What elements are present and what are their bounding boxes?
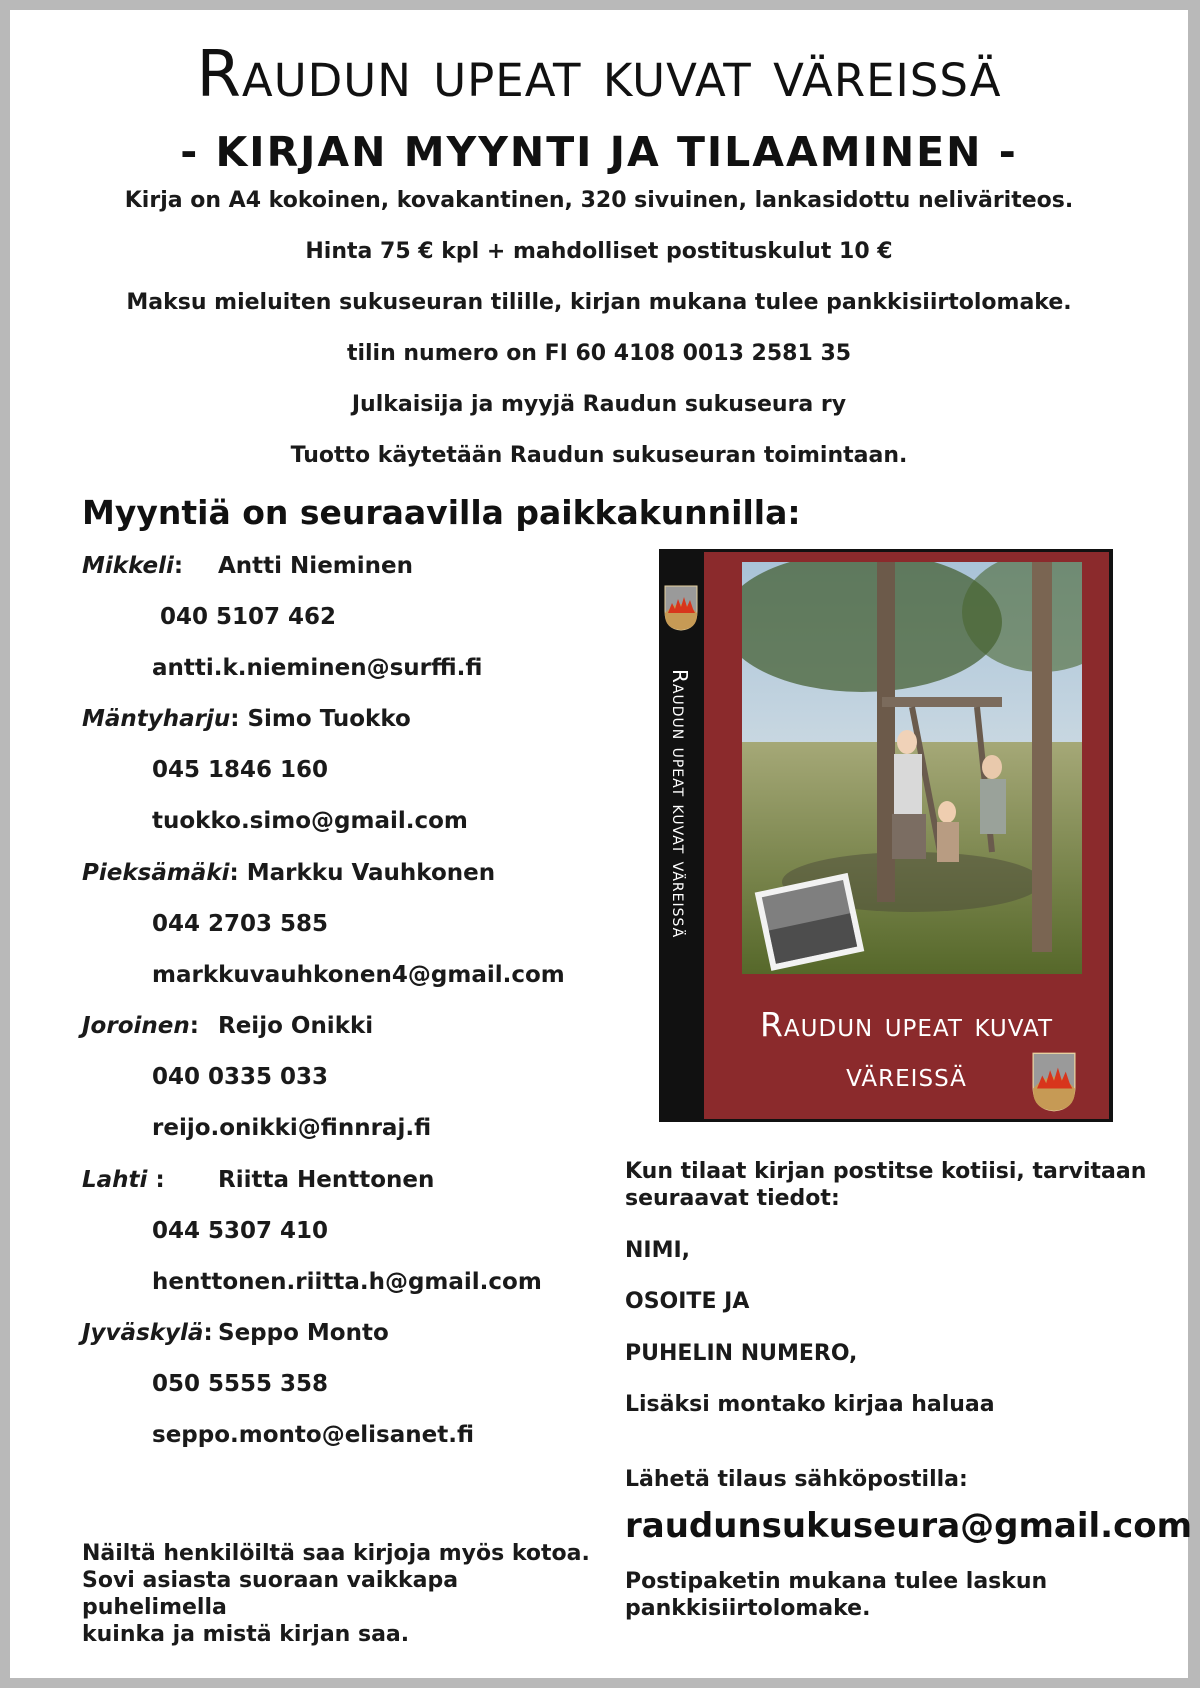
spine-title-text: Raudun upeat kuvat väreissä [668, 669, 692, 939]
order-field-address: OSOITE JA [625, 1289, 750, 1314]
cover-title-line: väreissä [846, 1055, 967, 1094]
seller-header [82, 860, 495, 886]
coat-of-arms-icon [664, 585, 698, 631]
order-field-phone: PUHELIN NUMERO, [625, 1341, 858, 1366]
note-line: kuinka ja mistä kirjan saa. [82, 1622, 410, 1647]
poster-subtitle: - KIRJAN MYYNTI JA TILAAMINEN - [180, 128, 1018, 176]
seller-sep: : [203, 1320, 213, 1346]
seller-phone: 044 2703 585 [152, 911, 329, 937]
seller-name: Markku Vauhkonen [246, 860, 496, 886]
order-intro [625, 1158, 1146, 1212]
seller-sep: : [173, 553, 184, 579]
seller-header [82, 553, 413, 579]
seller-sep: : [229, 860, 239, 886]
seller-city: Joroinen [82, 1013, 190, 1039]
seller-name: Simo Tuokko [247, 706, 411, 732]
seller-name: Seppo Monto [218, 1320, 389, 1346]
cover-photo [742, 562, 1082, 974]
seller-header [82, 1013, 374, 1039]
seller-name: Antti Nieminen [218, 553, 413, 579]
order-intro-line: seuraavat tiedot: [625, 1186, 840, 1211]
sales-heading: Myyntiä on seuraavilla paikkakunnilla: [82, 493, 801, 532]
seller-header [82, 1320, 389, 1346]
note-line: Näiltä henkilöiltä saa kirjoja myös kotoa. [82, 1541, 590, 1566]
seller-city: Pieksämäki [82, 860, 230, 886]
seller-phone: 040 5107 462 [160, 604, 337, 630]
order-extra: Lisäksi montako kirjaa haluaa [625, 1392, 995, 1417]
info-proceeds: Tuotto käytetään Raudun sukuseuran toimintaan. [290, 443, 908, 468]
seller-email[interactable]: seppo.monto@elisanet.fi [152, 1422, 475, 1448]
info-account: tilin numero on FI 60 4108 0013 2581 35 [346, 341, 852, 366]
seller-phone: 044 5307 410 [152, 1218, 329, 1244]
seller-email[interactable]: henttonen.riitta.h@gmail.com [152, 1269, 542, 1295]
seller-name: Reijo Onikki [218, 1013, 374, 1039]
book-spine [659, 549, 701, 1122]
order-footer-line: pankkisiirtolomake. [625, 1596, 871, 1621]
seller-city: Mikkeli [82, 553, 174, 579]
book-front [704, 552, 1109, 1119]
info-payment: Maksu mieluiten sukuseuran tilille, kirjan mukana tulee pankkisiirtolomake. [126, 290, 1072, 315]
order-field-name: NIMI, [625, 1238, 691, 1263]
seller-phone: 040 0335 033 [152, 1064, 329, 1090]
order-email-link[interactable]: raudunsukuseura@gmail.com [625, 1506, 1193, 1546]
seller-city: Lahti [82, 1167, 148, 1193]
seller-phone: 045 1846 160 [152, 757, 329, 783]
order-footer-line: Postipaketin mukana tulee laskun [625, 1569, 1048, 1594]
info-format: Kirja on A4 kokoinen, kovakantinen, 320 sivuinen, lankasidottu neliväriteos. [124, 188, 1074, 213]
coat-of-arms-icon [1029, 1052, 1079, 1112]
seller-city: Mäntyharju [82, 706, 231, 732]
poster-title: Raudun upeat kuvat väreissä [196, 38, 1002, 112]
cover-title-line: Raudun upeat kuvat [759, 1005, 1054, 1044]
seller-header [82, 1167, 435, 1193]
book-cover-image [659, 549, 1113, 1122]
seller-sep: : [230, 706, 240, 732]
seller-email[interactable]: markkuvauhkonen4@gmail.com [152, 962, 565, 988]
info-publisher: Julkaisija ja myyjä Raudun sukuseura ry [351, 392, 847, 417]
note-line: Sovi asiasta suoraan vaikkapa puhelimella [82, 1568, 459, 1620]
home-pickup-note [82, 1540, 602, 1648]
seller-phone: 050 5555 358 [152, 1371, 329, 1397]
order-footer [625, 1568, 1047, 1622]
seller-email[interactable]: reijo.onikki@finnraj.fi [152, 1115, 432, 1141]
seller-city: Jyväskylä [82, 1320, 204, 1346]
seller-name: Riitta Henttonen [218, 1167, 435, 1193]
order-intro-line: Kun tilaat kirjan postitse kotiisi, tarvitaan [625, 1159, 1147, 1184]
poster-page [10, 10, 1193, 1678]
seller-email[interactable]: tuokko.simo@gmail.com [152, 808, 468, 834]
seller-sep: : [189, 1013, 199, 1039]
seller-sep: : [147, 1167, 165, 1193]
info-price: Hinta 75 € kpl + mahdolliset postituskulut 10 € [305, 239, 893, 264]
seller-email[interactable]: antti.k.nieminen@surffi.fi [152, 655, 483, 681]
seller-header [82, 706, 411, 732]
order-send-label: Lähetä tilaus sähköpostilla: [625, 1467, 968, 1492]
